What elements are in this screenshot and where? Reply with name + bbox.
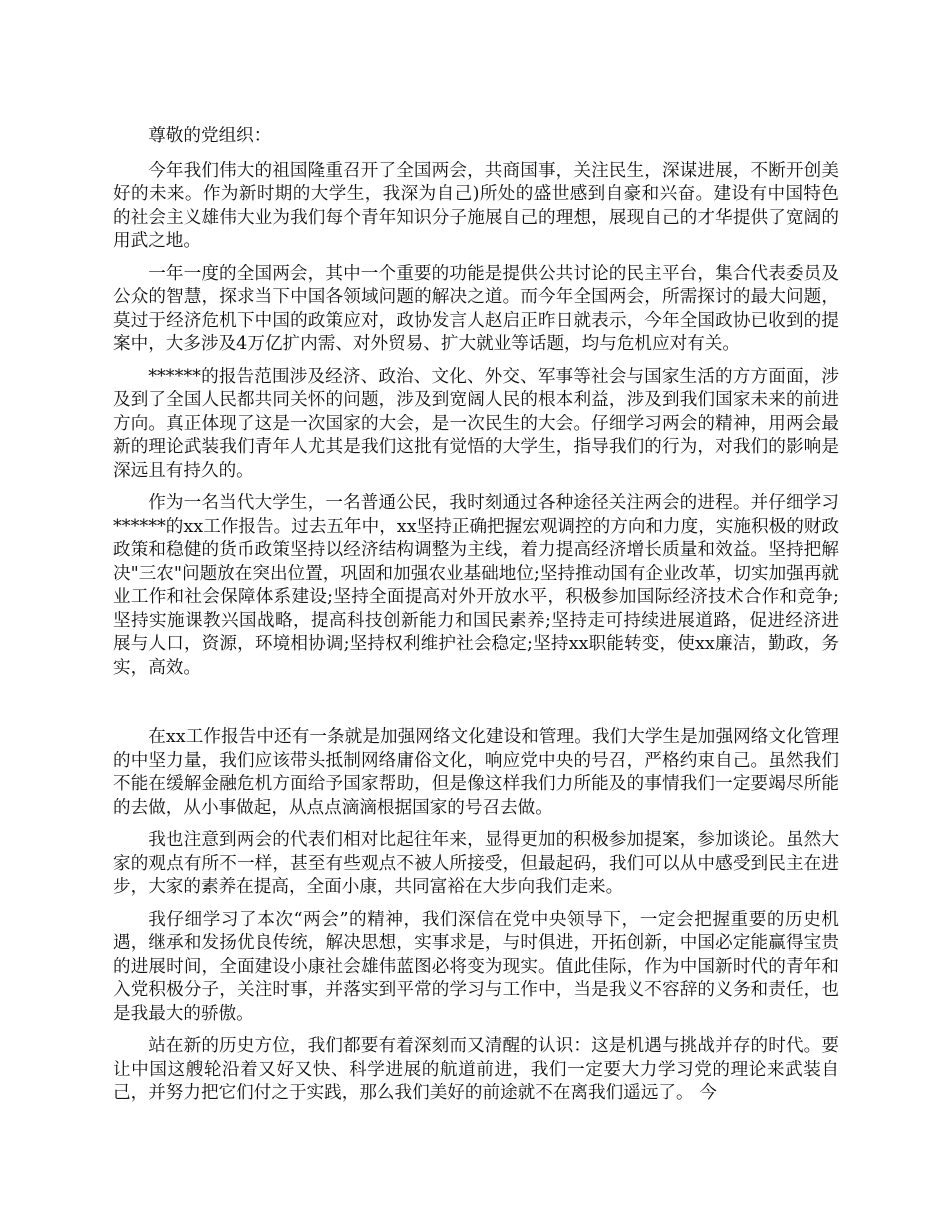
paragraph-5: 在xx工作报告中还有一条就是加强网络文化建设和管理。我们大学生是加强网络文化管理的中坚力量，我们应该带头抵制网络庸俗文化，响应党中央的号召，严格约束自己。虽然我们不能在缓解金融危机方面给予国家帮助，但是像这样我们力所能及的事情我们一定要竭尽所能的去做，从小事做起，从点点滴滴根据国家的号召去做。 <box>113 727 839 818</box>
paragraph-7: 我仔细学习了本次“两会”的精神，我们深信在党中央领导下，一定会把握重要的历史机遇，继承和发扬优良传统，解决思想，实事求是，与时俱进，开拓创新，中国必定能赢得宝贵的进展时间，全面建设小康社会雄伟蓝图必将变为现实。值此佳际，作为中国新时代的青年和入党积极分子，关注时事，并落实到平常的学习与工作中，当是我义不容辞的义务和责任，也是我最大的骄傲。 <box>113 909 839 1024</box>
salutation: 尊敬的党组织： <box>148 126 272 146</box>
paragraph-6: 我也注意到两会的代表们相对比起往年来，显得更加的积极参加提案，参加谈论。虽然大家的观点有所不一样，甚至有些观点不被人所接受，但最起码，我们可以从中感受到民主在进步，大家的素养在提高，全面小康，共同富裕在大步向我们走来。 <box>113 830 839 897</box>
paragraph-8: 站在新的历史方位，我们都要有着深刻而又清醒的认识：这是机遇与挑战并存的时代。要让中国这艘轮沿着又好又快、科学进展的航道前进，我们一定要大力学习党的理论来武装自己，并努力把它们付之于实践，那么我们美好的前途就不在离我们遥远了。 今 <box>113 1036 839 1103</box>
paragraph-3: ******的报告范围涉及经济、政治、文化、外交、军事等社会与国家生活的方方面面，涉及到了全国人民都共同关怀的问题，涉及到宽阔人民的根本利益，涉及到我们国家未来的前进方向。真正体现了这是一次国家的大会，是一次民生的大会。仔细学习两会的精神，用两会最新的理论武装我们青年人尤其是我们这批有觉悟的大学生，指导我们的行为，对我们的影响是深远且有持久的。 <box>113 366 839 481</box>
paragraph-1: 今年我们伟大的祖国隆重召开了全国两会，共商国事，关注民生，深谋进展，不断开创美好的未来。作为新时期的大学生，我深为自己)所处的盛世感到自豪和兴奋。建设有中国特色的社会主义雄伟大业为我们每个青年知识分子施展自己的理想，展现自己的才华提供了宽阔的用武之地。 <box>113 160 839 251</box>
paragraph-4: 作为一名当代大学生，一名普通公民，我时刻通过各种途径关注两会的进程。并仔细学习******的xx工作报告。过去五年中，xx坚持正确把握宏观调控的方向和力度，实施积极的财政政策和稳健的货币政策坚持以经济结构调整为主线，着力提高经济增长质量和效益。坚持把解决"三农"问题放在突出位置，巩固和加强农业基础地位;坚持推动国有企业改革，切实加强再就业工作和社会保障体系建设;坚持全面提高对外开放水平，积极参加国际经济技术合作和竞争;坚持实施课教兴国战略，提高科技创新能力和国民素养;坚持走可持续进展道路，促进经济进展与人口，资源，环境相协调;坚持权利维护社会稳定;坚持xx职能转变，使xx廉洁，勤政，务实，高效。 <box>113 493 839 678</box>
section-gap <box>113 689 839 726</box>
paragraph-2: 一年一度的全国两会，其中一个重要的功能是提供公共讨论的民主平台，集合代表委员及公众的智慧，探求当下中国各领域问题的解决之道。而今年全国两会，所需探讨的最大问题，莫过于经济危机下中国的政策应对，政协发言人赵启正昨日就表示，今年全国政协已收到的提案中，大多涉及4万亿扩内需、对外贸易、扩大就业等话题，均与危机应对有关。 <box>113 263 839 354</box>
letter-document <box>113 125 839 1115</box>
